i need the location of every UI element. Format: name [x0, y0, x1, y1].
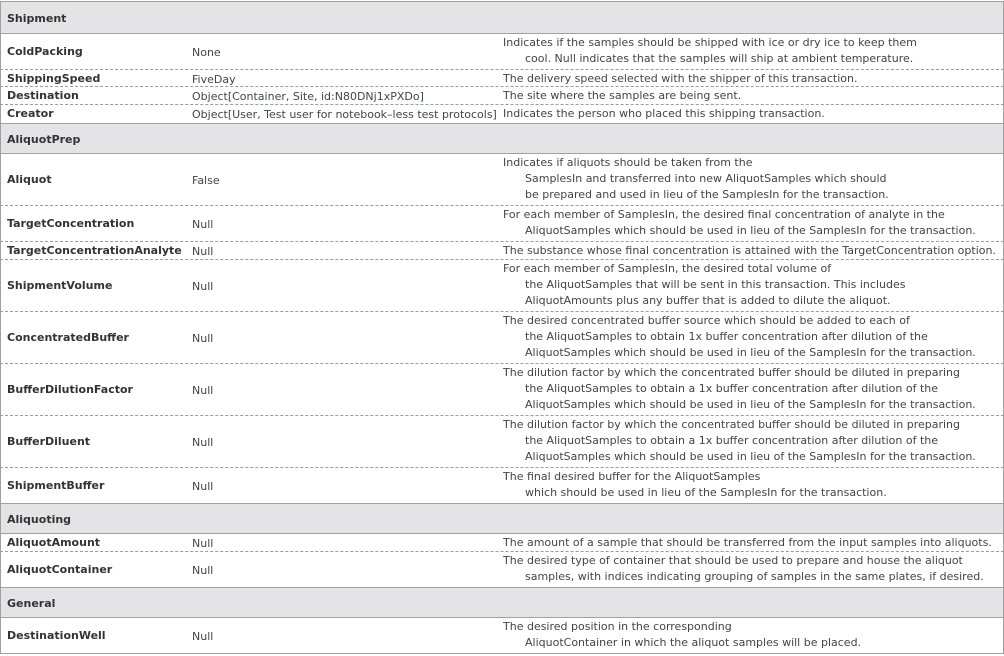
option-value: Null	[192, 384, 214, 397]
description-line: The desired position in the corresponding	[503, 620, 732, 633]
option-row-buffer-dilution-factor	[0, 364, 1004, 416]
option-description	[503, 417, 976, 465]
option-row-cold-packing	[0, 34, 1004, 70]
option-name: TargetConcentrationAnalyte	[7, 244, 182, 257]
description-line: which should be used in lieu of the SamplesIn for the transaction.	[525, 486, 887, 499]
section-title: General	[7, 597, 56, 610]
option-row-buffer-diluent	[0, 416, 1004, 468]
description-line: AliquotSamples which should be used in lieu of the SamplesIn for the transaction.	[525, 224, 976, 237]
description-line: The amount of a sample that should be transferred from the input samples into aliquots.	[503, 536, 992, 549]
description-line: the AliquotSamples to obtain a 1x buffer concentration after dilution of the	[525, 434, 939, 447]
description-line: Indicates if aliquots should be taken from the	[503, 156, 753, 169]
description-line: AliquotSamples which should be used in lieu of the SamplesIn for the transaction.	[525, 450, 976, 463]
section-header-aliquoting	[0, 503, 1004, 534]
option-value: Null	[192, 630, 214, 643]
option-row-shipment-buffer	[0, 468, 1004, 503]
option-value: Null	[192, 280, 214, 293]
section-title: Aliquoting	[7, 513, 72, 526]
option-name: Aliquot	[7, 173, 52, 186]
option-name: Destination	[7, 89, 79, 102]
description-line: Indicates if the samples should be shipped with ice or dry ice to keep them	[503, 36, 917, 49]
description-line: The delivery speed selected with the shipper of this transaction.	[503, 72, 858, 85]
option-value: Null	[192, 332, 214, 345]
description-line: The substance whose final concentration is attained with the TargetConcentration option.	[503, 244, 996, 257]
option-description	[503, 365, 976, 413]
option-description	[503, 243, 996, 259]
option-row-aliquot-amount	[0, 534, 1004, 552]
option-name: ConcentratedBuffer	[7, 331, 129, 344]
description-line: the AliquotSamples to obtain a 1x buffer concentration after dilution of the	[525, 382, 939, 395]
option-row-shipping-speed	[0, 70, 1004, 87]
section-header-aliquot-prep	[0, 123, 1004, 154]
option-description	[503, 553, 984, 585]
option-description	[503, 619, 861, 651]
description-line: The desired concentrated buffer source which should be added to each of	[503, 314, 910, 327]
option-value: Object[User, Test user for notebook–less test protocols]	[192, 108, 497, 121]
description-line: AliquotAmounts plus any buffer that is added to dilute the aliquot.	[525, 294, 891, 307]
option-value: Object[Container, Site, id:N80DNj1xPXDo]	[192, 90, 424, 103]
option-description	[503, 469, 887, 501]
section-header-shipment	[0, 1, 1004, 34]
option-description	[503, 261, 905, 309]
table-bottom-border	[0, 653, 1004, 654]
option-row-shipment-volume	[0, 260, 1004, 312]
option-name: AliquotContainer	[7, 563, 113, 576]
option-row-aliquot	[0, 154, 1004, 206]
description-line: the AliquotSamples to obtain 1x buffer concentration after dilution of the	[525, 330, 928, 343]
option-name: BufferDilutionFactor	[7, 383, 133, 396]
description-line: The site where the samples are being sent.	[503, 89, 742, 102]
option-value: Null	[192, 218, 214, 231]
section-title: Shipment	[7, 12, 67, 25]
description-line: be prepared and used in lieu of the SamplesIn for the transaction.	[525, 188, 889, 201]
option-name: DestinationWell	[7, 629, 106, 642]
option-value: FiveDay	[192, 73, 236, 86]
option-description	[503, 88, 741, 104]
option-row-aliquot-container	[0, 552, 1004, 587]
option-name: ShipmentBuffer	[7, 479, 105, 492]
option-value: Null	[192, 245, 214, 258]
option-name: Creator	[7, 107, 54, 120]
description-line: AliquotContainer in which the aliquot samples will be placed.	[525, 636, 862, 649]
description-line: SamplesIn and transferred into new AliquotSamples which should	[525, 172, 887, 185]
option-description	[503, 313, 976, 361]
option-description	[503, 71, 857, 87]
description-line: The final desired buffer for the AliquotSamples	[503, 470, 761, 483]
option-row-destination-well	[0, 618, 1004, 653]
description-line: The desired type of container that should be used to prepare and house the aliquot	[503, 554, 963, 567]
description-line: AliquotSamples which should be used in lieu of the SamplesIn for the transaction.	[525, 398, 976, 411]
option-name: ColdPacking	[7, 45, 83, 58]
section-title: AliquotPrep	[7, 133, 81, 146]
description-line: cool. Null indicates that the samples will ship at ambient temperature.	[525, 52, 914, 65]
option-value: Null	[192, 537, 214, 550]
description-line: The dilution factor by which the concentrated buffer should be diluted in preparing	[503, 418, 961, 431]
option-name: TargetConcentration	[7, 217, 135, 230]
option-name: AliquotAmount	[7, 536, 101, 549]
option-name: ShippingSpeed	[7, 72, 101, 85]
description-line: AliquotSamples which should be used in lieu of the SamplesIn for the transaction.	[525, 346, 976, 359]
option-value: Null	[192, 480, 214, 493]
option-value: Null	[192, 436, 214, 449]
option-row-target-concentration-analyte	[0, 242, 1004, 260]
option-value: False	[192, 174, 220, 187]
description-line: For each member of SamplesIn, the desired total volume of	[503, 262, 832, 275]
option-row-creator	[0, 105, 1004, 123]
option-description	[503, 106, 825, 122]
option-description	[503, 535, 992, 551]
description-line: the AliquotSamples that will be sent in this transaction. This includes	[525, 278, 906, 291]
section-header-general	[0, 587, 1004, 618]
option-description	[503, 35, 917, 67]
description-line: The dilution factor by which the concentrated buffer should be diluted in preparing	[503, 366, 961, 379]
description-line: For each member of SamplesIn, the desired final concentration of analyte in the	[503, 208, 945, 221]
option-name: ShipmentVolume	[7, 279, 113, 292]
option-name: BufferDiluent	[7, 435, 91, 448]
option-description	[503, 207, 976, 239]
option-description	[503, 155, 889, 203]
description-line: samples, with indices indicating grouping of samples in the same plates, if desired.	[525, 570, 984, 583]
option-row-target-concentration	[0, 206, 1004, 242]
option-row-concentrated-buffer	[0, 312, 1004, 364]
option-row-destination	[0, 87, 1004, 105]
option-value: Null	[192, 564, 214, 577]
option-value: None	[192, 46, 221, 59]
description-line: Indicates the person who placed this shipping transaction.	[503, 107, 825, 120]
